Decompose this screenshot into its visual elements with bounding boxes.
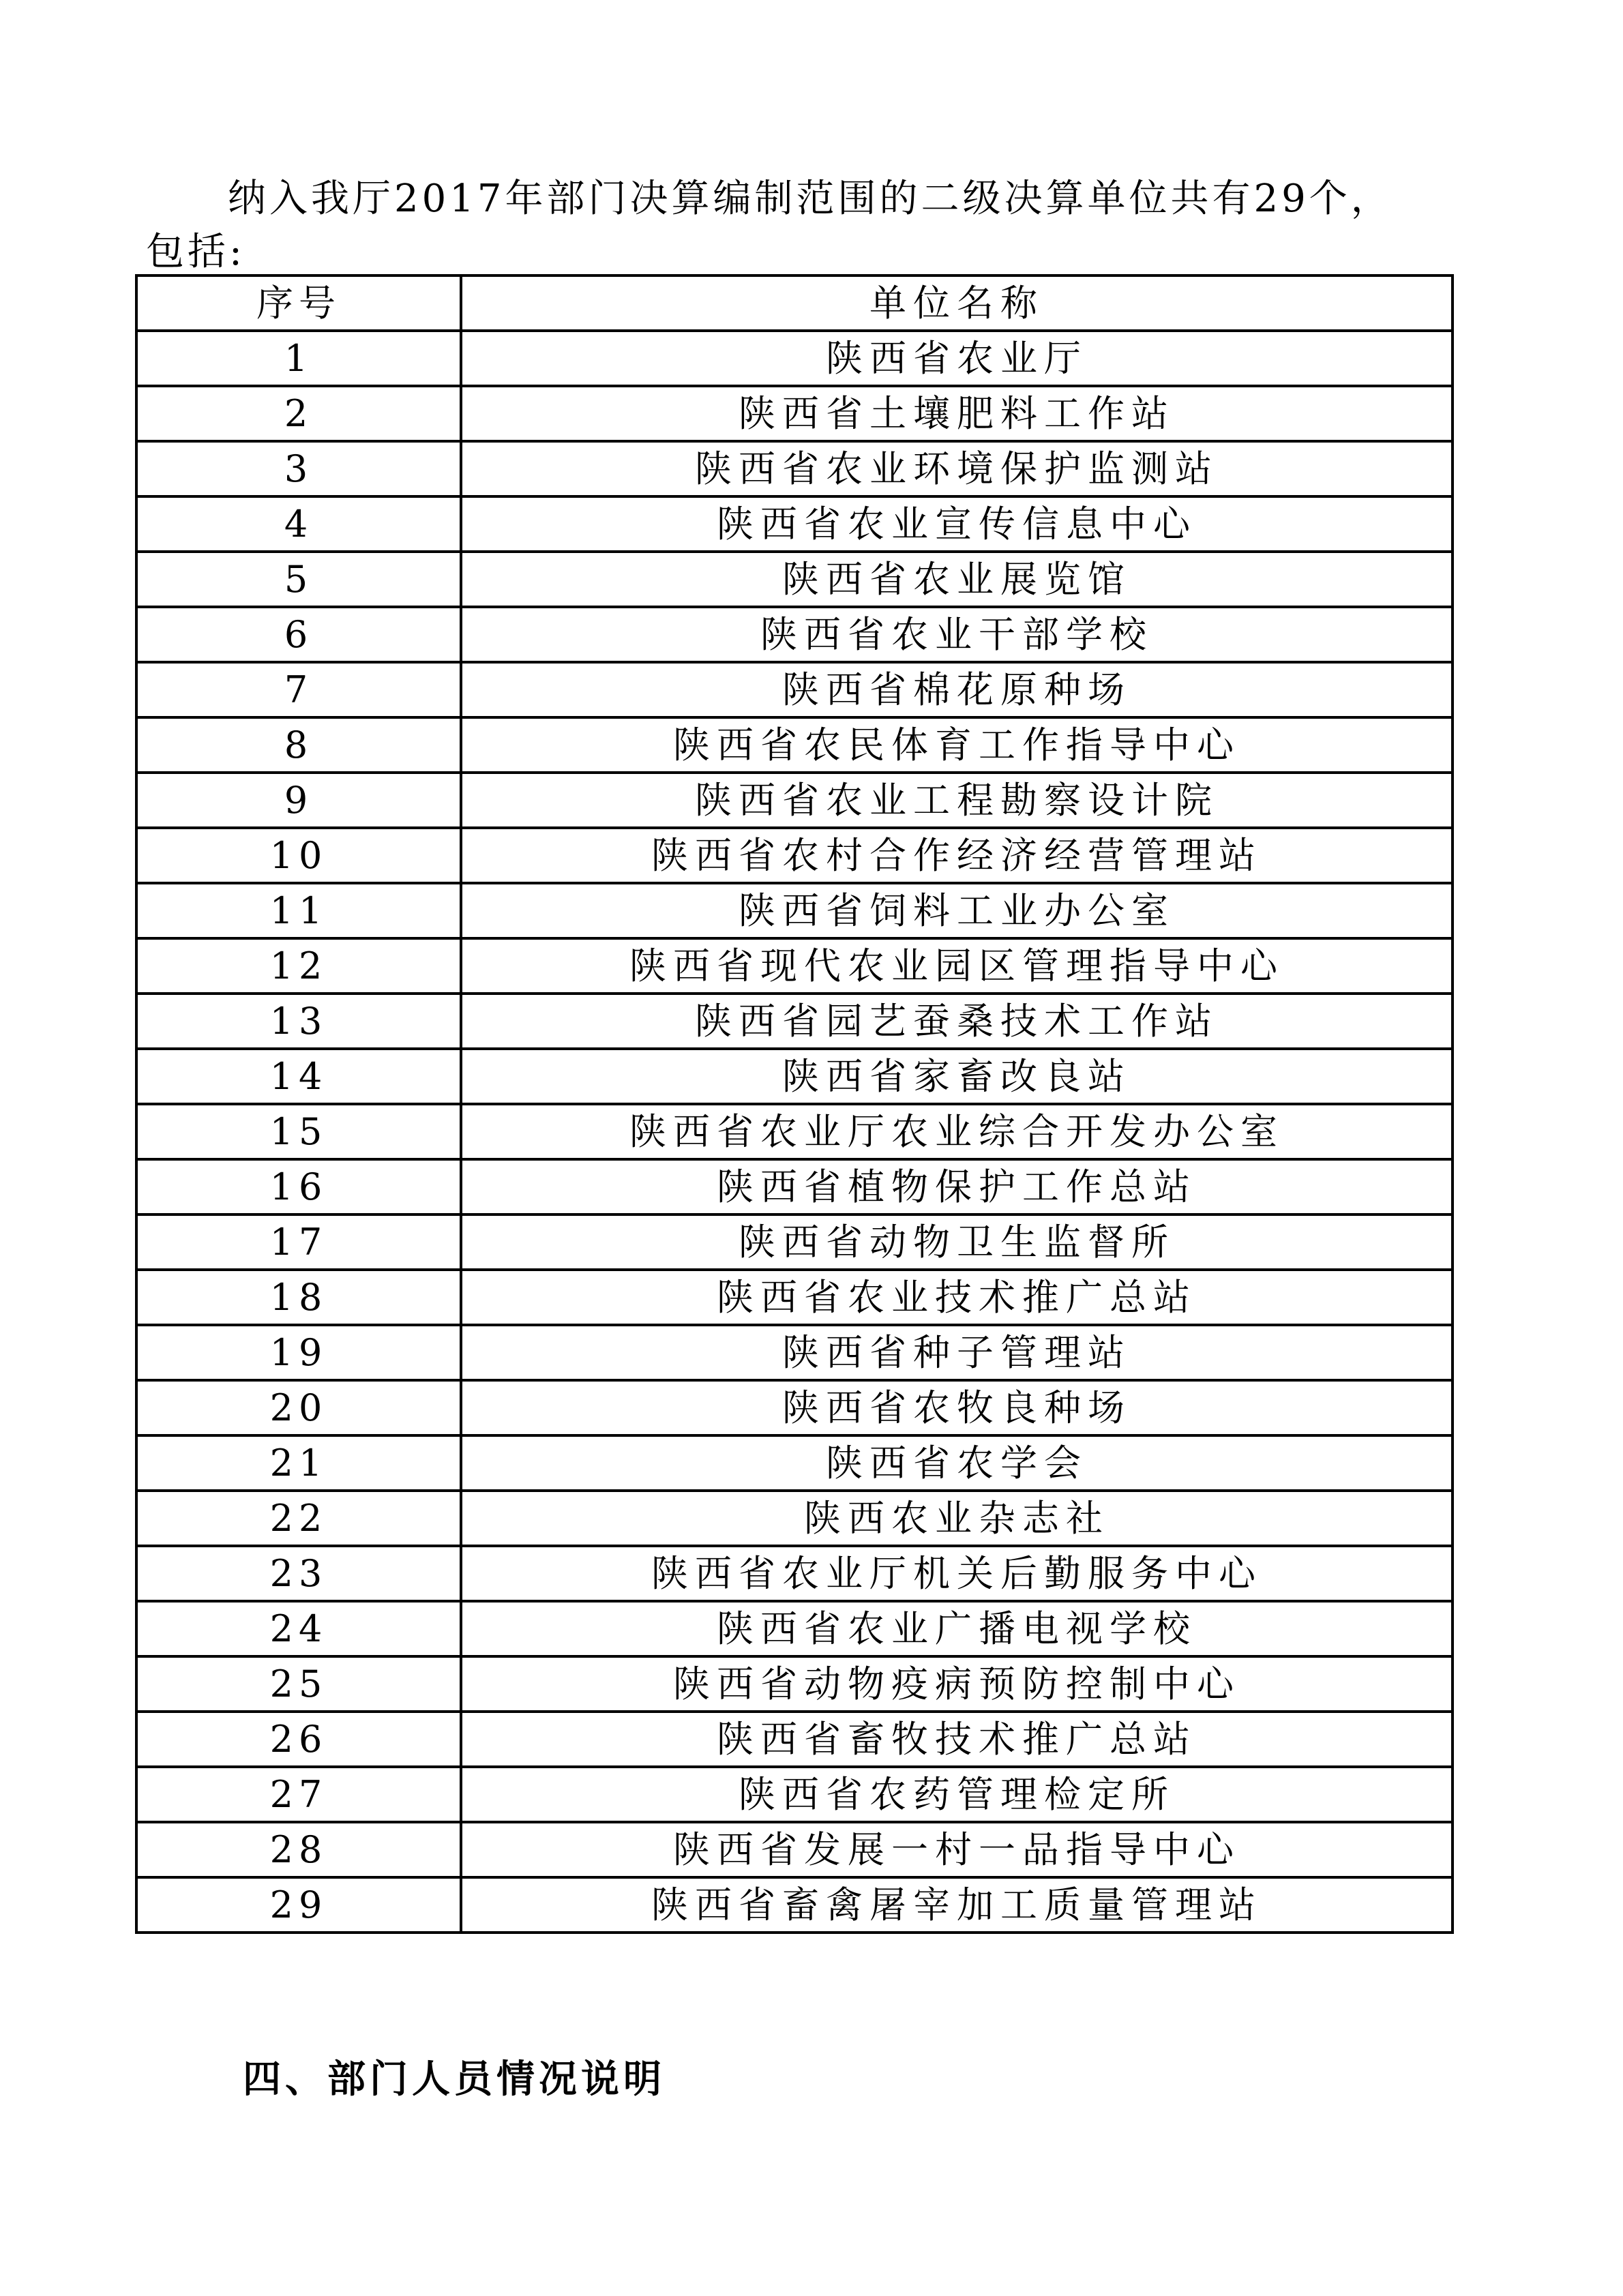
- table-row: [136, 1601, 1453, 1656]
- row-serial-number: 14: [136, 1049, 461, 1104]
- row-serial-number: 25: [136, 1656, 461, 1712]
- table-row: [136, 994, 1453, 1049]
- row-unit-name: 陕西省棉花原种场: [461, 662, 1453, 717]
- row-serial-number: 26: [136, 1712, 461, 1767]
- header-unit-name: 单位名称: [461, 275, 1453, 331]
- row-serial-number: 20: [136, 1380, 461, 1435]
- row-unit-name: 陕西省动物卫生监督所: [461, 1214, 1453, 1270]
- row-unit-name: 陕西省现代农业园区管理指导中心: [461, 938, 1453, 994]
- table-row: [136, 1380, 1453, 1435]
- table-row: [136, 717, 1453, 773]
- row-serial-number: 23: [136, 1546, 461, 1601]
- table-row: [136, 441, 1453, 496]
- row-unit-name: 陕西省农业展览馆: [461, 552, 1453, 607]
- row-serial-number: 29: [136, 1877, 461, 1933]
- row-unit-name: 陕西省种子管理站: [461, 1325, 1453, 1380]
- table-row: [136, 607, 1453, 662]
- row-serial-number: 16: [136, 1159, 461, 1214]
- row-unit-name: 陕西省发展一村一品指导中心: [461, 1822, 1453, 1877]
- row-serial-number: 2: [136, 386, 461, 441]
- row-serial-number: 11: [136, 883, 461, 938]
- table-row: [136, 1656, 1453, 1712]
- header-serial-number: 序号: [136, 275, 461, 331]
- row-serial-number: 28: [136, 1822, 461, 1877]
- table-row: [136, 1546, 1453, 1601]
- row-serial-number: 21: [136, 1435, 461, 1491]
- row-serial-number: 7: [136, 662, 461, 717]
- row-unit-name: 陕西省农民体育工作指导中心: [461, 717, 1453, 773]
- units-table: [135, 274, 1454, 1934]
- row-serial-number: 13: [136, 994, 461, 1049]
- table-row: [136, 1214, 1453, 1270]
- row-unit-name: 陕西省农业广播电视学校: [461, 1601, 1453, 1656]
- intro-line-2: 包括:: [146, 230, 245, 274]
- row-serial-number: 4: [136, 496, 461, 552]
- table-row: [136, 1767, 1453, 1822]
- row-serial-number: 9: [136, 773, 461, 828]
- row-unit-name: 陕西省动物疫病预防控制中心: [461, 1656, 1453, 1712]
- table-row: [136, 386, 1453, 441]
- section-heading: 四、部门人员情况说明: [243, 2057, 666, 2102]
- row-unit-name: 陕西省农业干部学校: [461, 607, 1453, 662]
- row-unit-name: 陕西省农业厅农业综合开发办公室: [461, 1104, 1453, 1159]
- row-unit-name: 陕西省农业宣传信息中心: [461, 496, 1453, 552]
- row-serial-number: 8: [136, 717, 461, 773]
- row-serial-number: 27: [136, 1767, 461, 1822]
- row-serial-number: 10: [136, 828, 461, 883]
- intro-paragraph: [136, 0, 1473, 286]
- table-row: [136, 1491, 1453, 1546]
- row-unit-name: 陕西省农村合作经济经营管理站: [461, 828, 1453, 883]
- row-unit-name: 陕西省畜禽屠宰加工质量管理站: [461, 1877, 1453, 1933]
- row-unit-name: 陕西省农业技术推广总站: [461, 1270, 1453, 1325]
- table-row: [136, 1159, 1453, 1214]
- row-unit-name: 陕西省家畜改良站: [461, 1049, 1453, 1104]
- table-row: [136, 1049, 1453, 1104]
- row-serial-number: 15: [136, 1104, 461, 1159]
- row-serial-number: 3: [136, 441, 461, 496]
- row-unit-name: 陕西省园艺蚕桑技术工作站: [461, 994, 1453, 1049]
- row-unit-name: 陕西省农学会: [461, 1435, 1453, 1491]
- row-unit-name: 陕西省土壤肥料工作站: [461, 386, 1453, 441]
- table-header-row: [136, 275, 1453, 331]
- table-row: [136, 938, 1453, 994]
- table-row: [136, 773, 1453, 828]
- row-serial-number: 18: [136, 1270, 461, 1325]
- table-row: [136, 1822, 1453, 1877]
- row-unit-name: 陕西省农业环境保护监测站: [461, 441, 1453, 496]
- table-row: [136, 1435, 1453, 1491]
- row-unit-name: 陕西农业杂志社: [461, 1491, 1453, 1546]
- row-serial-number: 17: [136, 1214, 461, 1270]
- table-row: [136, 552, 1453, 607]
- row-serial-number: 24: [136, 1601, 461, 1656]
- table-row: [136, 662, 1453, 717]
- table-row: [136, 1270, 1453, 1325]
- table-row: [136, 331, 1453, 386]
- row-unit-name: 陕西省植物保护工作总站: [461, 1159, 1453, 1214]
- table-row: [136, 1104, 1453, 1159]
- row-serial-number: 12: [136, 938, 461, 994]
- row-unit-name: 陕西省畜牧技术推广总站: [461, 1712, 1453, 1767]
- table-row: [136, 496, 1453, 552]
- row-serial-number: 22: [136, 1491, 461, 1546]
- table-row: [136, 1325, 1453, 1380]
- row-unit-name: 陕西省农业工程勘察设计院: [461, 773, 1453, 828]
- table-row: [136, 1712, 1453, 1767]
- row-serial-number: 6: [136, 607, 461, 662]
- row-serial-number: 19: [136, 1325, 461, 1380]
- row-unit-name: 陕西省农业厅: [461, 331, 1453, 386]
- row-unit-name: 陕西省饲料工业办公室: [461, 883, 1453, 938]
- row-unit-name: 陕西省农牧良种场: [461, 1380, 1453, 1435]
- table-body: [136, 331, 1453, 1933]
- row-unit-name: 陕西省农药管理检定所: [461, 1767, 1453, 1822]
- row-serial-number: 1: [136, 331, 461, 386]
- table-row: [136, 883, 1453, 938]
- table-row: [136, 828, 1453, 883]
- table-row: [136, 1877, 1453, 1933]
- row-unit-name: 陕西省农业厅机关后勤服务中心: [461, 1546, 1453, 1601]
- row-serial-number: 5: [136, 552, 461, 607]
- intro-line-1: 纳入我厅2017年部门决算编制范围的二级决算单位共有29个，: [228, 177, 1393, 221]
